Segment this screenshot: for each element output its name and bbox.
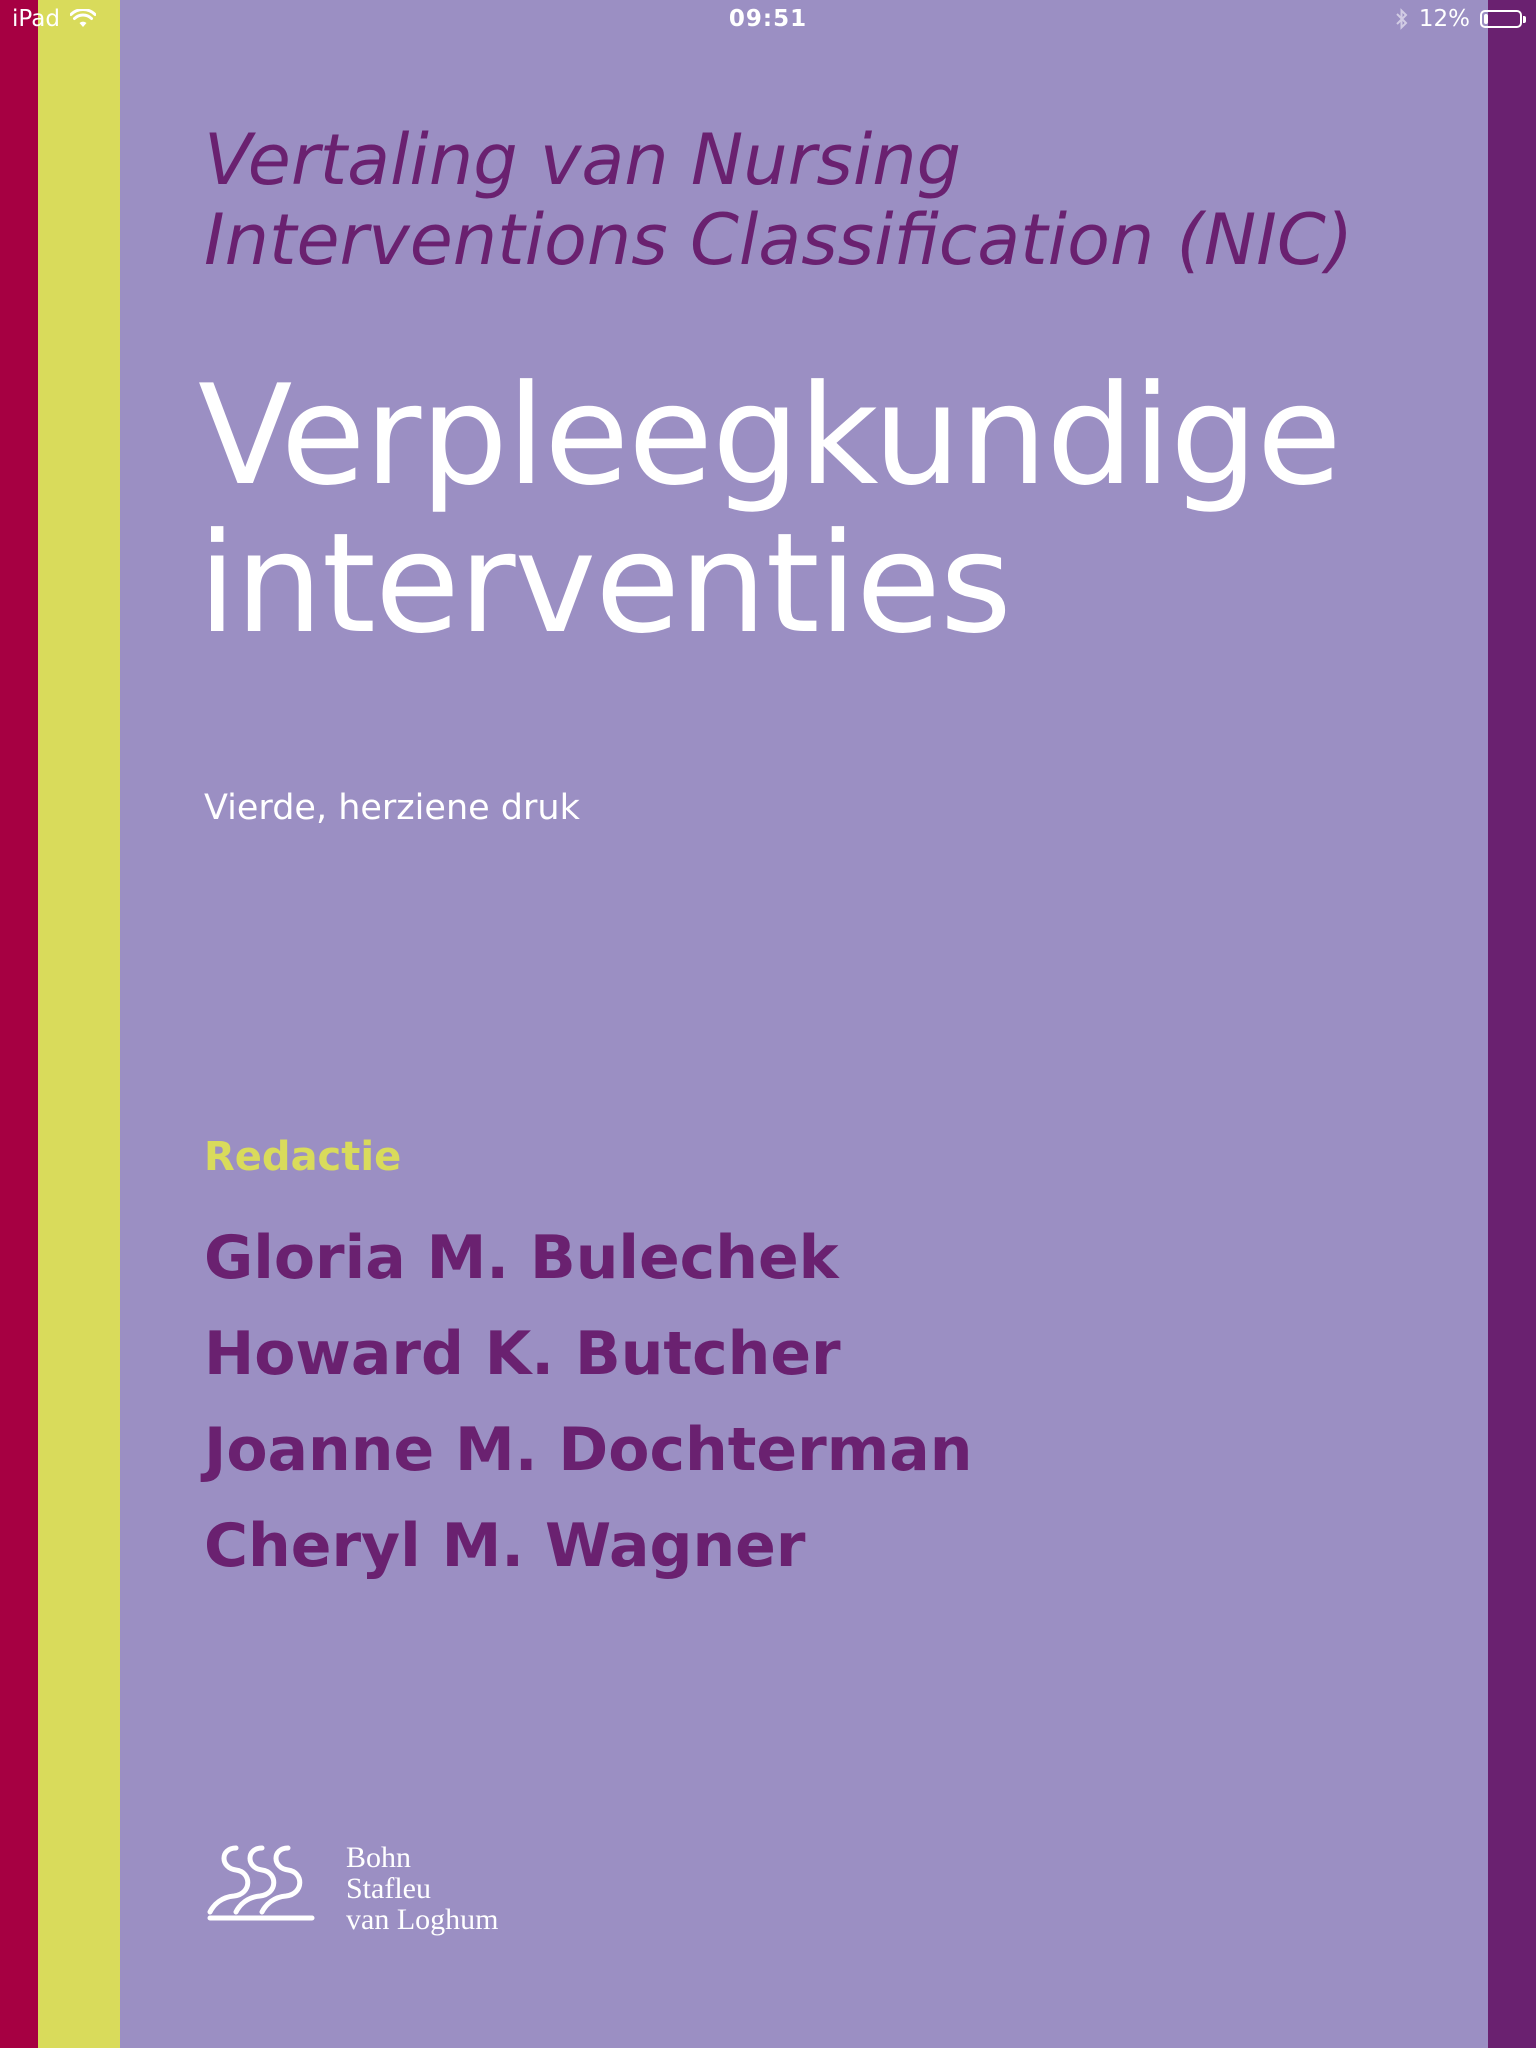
editor-name: Joanne M. Dochterman	[204, 1415, 973, 1485]
book-subtitle	[204, 120, 1464, 280]
editors-label: Redactie	[204, 1134, 402, 1180]
title-line-1: Verpleegkundige	[198, 355, 1341, 516]
battery-tip	[1523, 16, 1526, 23]
publisher-line-1: Bohn	[346, 1841, 412, 1874]
cover-panel	[120, 0, 1488, 2048]
title-line-2: interventies	[198, 503, 1011, 664]
edition-text: Vierde, herziene druk	[204, 788, 580, 828]
device-name: iPad	[12, 6, 60, 32]
status-time: 09:51	[728, 6, 808, 32]
editor-name: Cheryl M. Wagner	[204, 1511, 806, 1581]
publisher-block	[206, 1838, 498, 1935]
publisher-line-3: van Loghum	[346, 1903, 499, 1936]
editor-name: Gloria M. Bulechek	[204, 1223, 839, 1293]
cover-stripe-red	[0, 0, 38, 2048]
battery-percentage: 12%	[1418, 6, 1470, 32]
publisher-line-2: Stafleu	[346, 1872, 431, 1905]
subtitle-line-2: Interventions Classification (NIC)	[204, 199, 1354, 281]
editors-list	[204, 1210, 972, 1594]
cover-stripe-purple	[1488, 0, 1536, 2048]
subtitle-line-1: Vertaling van Nursing	[204, 119, 962, 201]
status-bar	[0, 0, 1536, 40]
publisher-logo-icon	[206, 1838, 316, 1926]
publisher-name	[346, 1838, 498, 1935]
book-title	[198, 355, 1458, 664]
battery-fill	[1484, 14, 1488, 24]
cover-stripe-yellow	[38, 0, 120, 2048]
battery-icon	[1480, 10, 1522, 28]
editor-name: Howard K. Butcher	[204, 1319, 841, 1389]
bluetooth-icon	[1395, 7, 1409, 31]
